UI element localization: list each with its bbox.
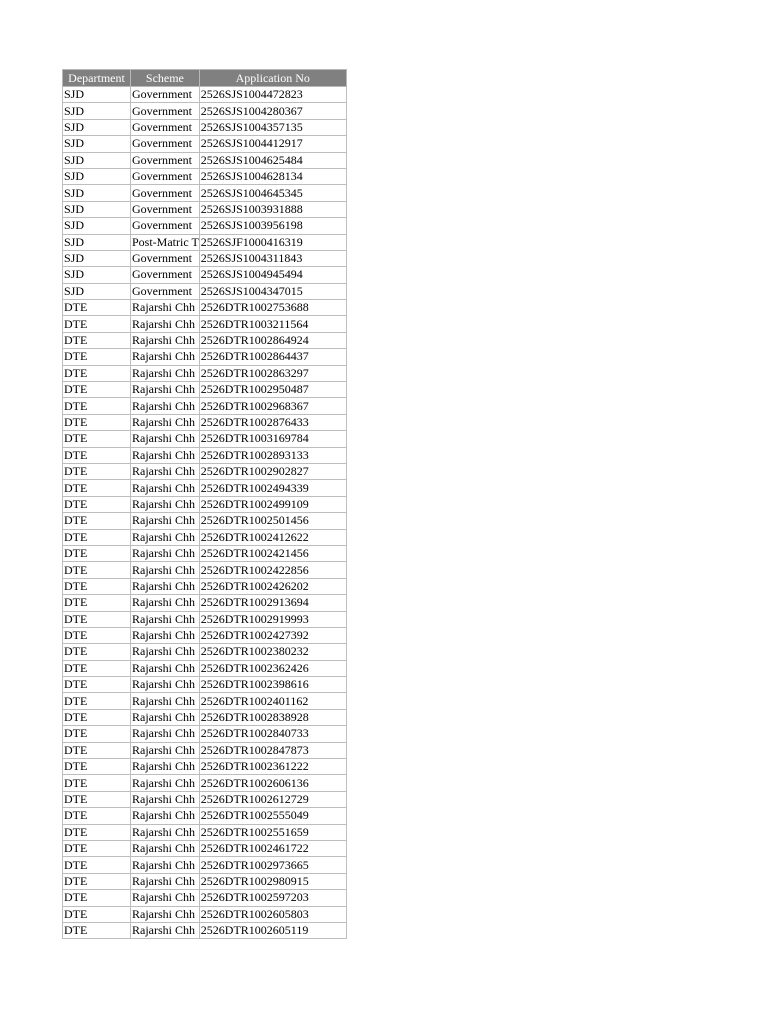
department-cell[interactable]: DTE [63,300,131,316]
application-no-cell[interactable]: 2526DTR1002840733 [199,726,346,742]
scheme-cell[interactable]: Rajarshi Chh [131,595,200,611]
table-row [63,726,347,742]
scheme-cell[interactable]: Rajarshi Chh [131,578,200,594]
scheme-cell[interactable]: Rajarshi Chh [131,414,200,430]
table-row [63,316,347,332]
application-no-cell[interactable]: 2526DTR1002876433 [199,414,346,430]
application-no-cell[interactable]: 2526DTR1002422856 [199,562,346,578]
scheme-cell[interactable]: Government [131,267,200,283]
scheme-cell[interactable]: Government [131,87,200,103]
application-no-cell[interactable]: 2526DTR1002555049 [199,808,346,824]
table-row [63,562,347,578]
department-cell[interactable]: DTE [63,824,131,840]
scheme-cell[interactable]: Rajarshi Chh [131,480,200,496]
table-row [63,87,347,103]
scheme-cell[interactable]: Rajarshi Chh [131,431,200,447]
department-cell[interactable]: DTE [63,677,131,693]
table-header [63,70,347,87]
department-cell[interactable]: DTE [63,365,131,381]
department-cell[interactable]: DTE [63,922,131,938]
scheme-cell[interactable]: Government [131,168,200,184]
application-no-cell[interactable]: 2526DTR1002499109 [199,496,346,512]
table-row [63,873,347,889]
application-no-cell[interactable]: 2526DTR1002902827 [199,463,346,479]
department-cell[interactable]: DTE [63,742,131,758]
application-no-cell[interactable]: 2526SJS1004357135 [199,119,346,135]
scheme-cell[interactable]: Rajarshi Chh [131,300,200,316]
scheme-cell[interactable]: Rajarshi Chh [131,365,200,381]
application-no-cell[interactable]: 2526DTR1002847873 [199,742,346,758]
department-cell[interactable]: DTE [63,529,131,545]
department-cell[interactable]: DTE [63,611,131,627]
scheme-cell[interactable]: Rajarshi Chh [131,627,200,643]
department-cell[interactable]: SJD [63,250,131,266]
application-no-cell[interactable]: 2526DTR1002605803 [199,906,346,922]
scheme-cell[interactable]: Government [131,103,200,119]
application-no-cell[interactable]: 2526SJS1003931888 [199,201,346,217]
application-no-cell[interactable]: 2526DTR1002401162 [199,693,346,709]
scheme-cell[interactable]: Rajarshi Chh [131,513,200,529]
application-no-cell[interactable]: 2526SJS1004311843 [199,250,346,266]
application-no-cell[interactable]: 2526DTR1003169784 [199,431,346,447]
table-row [63,267,347,283]
department-cell[interactable]: DTE [63,431,131,447]
department-cell[interactable]: SJD [63,87,131,103]
department-cell[interactable]: SJD [63,119,131,135]
application-no-cell[interactable]: 2526DTR1002551659 [199,824,346,840]
application-no-cell[interactable]: 2526DTR1003211564 [199,316,346,332]
table-row [63,480,347,496]
applications-table [62,69,347,939]
table-row [63,906,347,922]
table-row [63,365,347,381]
application-no-cell[interactable]: 2526DTR1002361222 [199,759,346,775]
department-cell[interactable]: DTE [63,808,131,824]
application-no-cell[interactable]: 2526DTR1002968367 [199,398,346,414]
table-row [63,775,347,791]
department-cell[interactable]: SJD [63,201,131,217]
table-row [63,300,347,316]
scheme-cell[interactable]: Rajarshi Chh [131,398,200,414]
scheme-cell[interactable]: Government [131,283,200,299]
application-no-cell[interactable]: 2526DTR1002380232 [199,644,346,660]
application-no-cell[interactable]: 2526DTR1002597203 [199,890,346,906]
table-row [63,529,347,545]
scheme-cell[interactable]: Rajarshi Chh [131,726,200,742]
header-application-no[interactable]: Application No [199,70,346,87]
department-cell[interactable]: DTE [63,578,131,594]
department-cell[interactable]: DTE [63,332,131,348]
scheme-cell[interactable]: Rajarshi Chh [131,873,200,889]
department-cell[interactable]: DTE [63,840,131,856]
table-row [63,578,347,594]
department-cell[interactable]: DTE [63,349,131,365]
application-no-cell[interactable]: 2526SJF1000416319 [199,234,346,250]
application-no-cell[interactable]: 2526DTR1002864924 [199,332,346,348]
table-row [63,496,347,512]
application-no-cell[interactable]: 2526DTR1002421456 [199,545,346,561]
department-cell[interactable]: SJD [63,168,131,184]
scheme-cell[interactable]: Rajarshi Chh [131,545,200,561]
application-no-cell[interactable]: 2526DTR1002427392 [199,627,346,643]
scheme-cell[interactable]: Rajarshi Chh [131,611,200,627]
application-no-cell[interactable]: 2526SJS1004472823 [199,87,346,103]
department-cell[interactable]: DTE [63,906,131,922]
table-row [63,103,347,119]
application-no-cell[interactable]: 2526DTR1002494339 [199,480,346,496]
table-row [63,660,347,676]
department-cell[interactable]: SJD [63,152,131,168]
department-cell[interactable]: DTE [63,890,131,906]
scheme-cell[interactable]: Rajarshi Chh [131,775,200,791]
application-no-cell[interactable]: 2526SJS1004412917 [199,136,346,152]
scheme-cell[interactable]: Rajarshi Chh [131,890,200,906]
scheme-cell[interactable]: Rajarshi Chh [131,693,200,709]
application-no-cell[interactable]: 2526DTR1002950487 [199,382,346,398]
table-body [63,87,347,939]
table-row [63,595,347,611]
department-cell[interactable]: SJD [63,283,131,299]
table-row [63,463,347,479]
spreadsheet-sheet [62,69,347,939]
department-cell[interactable]: DTE [63,463,131,479]
department-cell[interactable]: DTE [63,857,131,873]
table-row [63,234,347,250]
department-cell[interactable]: SJD [63,136,131,152]
table-row [63,824,347,840]
application-no-cell[interactable]: 2526DTR1002398616 [199,677,346,693]
scheme-cell[interactable]: Rajarshi Chh [131,808,200,824]
scheme-cell[interactable]: Government [131,250,200,266]
application-no-cell[interactable]: 2526DTR1002913694 [199,595,346,611]
department-cell[interactable]: SJD [63,267,131,283]
table-row [63,693,347,709]
department-cell[interactable]: DTE [63,447,131,463]
scheme-cell[interactable]: Rajarshi Chh [131,447,200,463]
application-no-cell[interactable]: 2526SJS1004280367 [199,103,346,119]
scheme-cell[interactable]: Government [131,218,200,234]
department-cell[interactable]: DTE [63,513,131,529]
table-row [63,152,347,168]
department-cell[interactable]: DTE [63,627,131,643]
application-no-cell[interactable]: 2526DTR1002606136 [199,775,346,791]
application-no-cell[interactable]: 2526DTR1002605119 [199,922,346,938]
department-cell[interactable]: DTE [63,414,131,430]
scheme-cell[interactable]: Rajarshi Chh [131,824,200,840]
table-row [63,136,347,152]
department-cell[interactable]: SJD [63,218,131,234]
table-row [63,611,347,627]
table-row [63,840,347,856]
table-row [63,627,347,643]
header-scheme[interactable]: Scheme [131,70,200,87]
application-no-cell[interactable]: 2526DTR1002864437 [199,349,346,365]
table-row [63,857,347,873]
department-cell[interactable]: DTE [63,398,131,414]
table-row [63,545,347,561]
application-no-cell[interactable]: 2526SJS1004945494 [199,267,346,283]
department-cell[interactable]: DTE [63,873,131,889]
table-row [63,201,347,217]
application-no-cell[interactable]: 2526SJS1004628134 [199,168,346,184]
scheme-cell[interactable]: Rajarshi Chh [131,759,200,775]
table-row [63,168,347,184]
table-row [63,185,347,201]
application-no-cell[interactable]: 2526DTR1002919993 [199,611,346,627]
scheme-cell[interactable]: Government [131,119,200,135]
department-cell[interactable]: DTE [63,660,131,676]
application-no-cell[interactable]: 2526DTR1002412622 [199,529,346,545]
scheme-cell[interactable]: Government [131,152,200,168]
table-row [63,922,347,938]
table-row [63,808,347,824]
department-cell[interactable]: DTE [63,316,131,332]
table-row [63,709,347,725]
scheme-cell[interactable]: Government [131,201,200,217]
header-row [63,70,347,87]
header-department[interactable]: Department [63,70,131,87]
scheme-cell[interactable]: Rajarshi Chh [131,660,200,676]
department-cell[interactable]: SJD [63,234,131,250]
scheme-cell[interactable]: Rajarshi Chh [131,791,200,807]
department-cell[interactable]: DTE [63,759,131,775]
scheme-cell[interactable]: Rajarshi Chh [131,332,200,348]
department-cell[interactable]: DTE [63,562,131,578]
department-cell[interactable]: DTE [63,709,131,725]
department-cell[interactable]: DTE [63,644,131,660]
application-no-cell[interactable]: 2526DTR1002501456 [199,513,346,529]
table-row [63,382,347,398]
scheme-cell[interactable]: Rajarshi Chh [131,382,200,398]
application-no-cell[interactable]: 2526DTR1002980915 [199,873,346,889]
department-cell[interactable]: DTE [63,595,131,611]
table-row [63,431,347,447]
department-cell[interactable]: DTE [63,480,131,496]
scheme-cell[interactable]: Rajarshi Chh [131,529,200,545]
table-row [63,414,347,430]
scheme-cell[interactable]: Government [131,185,200,201]
application-no-cell[interactable]: 2526DTR1002362426 [199,660,346,676]
scheme-cell[interactable]: Rajarshi Chh [131,644,200,660]
table-row [63,250,347,266]
table-row [63,644,347,660]
table-row [63,447,347,463]
table-row [63,742,347,758]
department-cell[interactable]: DTE [63,775,131,791]
department-cell[interactable]: SJD [63,185,131,201]
scheme-cell[interactable]: Rajarshi Chh [131,496,200,512]
department-cell[interactable]: DTE [63,791,131,807]
application-no-cell[interactable]: 2526SJS1003956198 [199,218,346,234]
department-cell[interactable]: DTE [63,693,131,709]
scheme-cell[interactable]: Rajarshi Chh [131,840,200,856]
scheme-cell[interactable]: Rajarshi Chh [131,677,200,693]
application-no-cell[interactable]: 2526DTR1002838928 [199,709,346,725]
application-no-cell[interactable]: 2526DTR1002426202 [199,578,346,594]
table-row [63,513,347,529]
application-no-cell[interactable]: 2526SJS1004625484 [199,152,346,168]
application-no-cell[interactable]: 2526DTR1002893133 [199,447,346,463]
scheme-cell[interactable]: Rajarshi Chh [131,316,200,332]
department-cell[interactable]: DTE [63,496,131,512]
scheme-cell[interactable]: Rajarshi Chh [131,742,200,758]
table-row [63,332,347,348]
application-no-cell[interactable]: 2526DTR1002973665 [199,857,346,873]
application-no-cell[interactable]: 2526DTR1002612729 [199,791,346,807]
scheme-cell[interactable]: Rajarshi Chh [131,562,200,578]
scheme-cell[interactable]: Rajarshi Chh [131,349,200,365]
application-no-cell[interactable]: 2526SJS1004347015 [199,283,346,299]
department-cell[interactable]: DTE [63,726,131,742]
application-no-cell[interactable]: 2526DTR1002863297 [199,365,346,381]
application-no-cell[interactable]: 2526SJS1004645345 [199,185,346,201]
scheme-cell[interactable]: Rajarshi Chh [131,463,200,479]
department-cell[interactable]: DTE [63,382,131,398]
scheme-cell[interactable]: Government [131,136,200,152]
table-row [63,677,347,693]
table-row [63,218,347,234]
table-row [63,791,347,807]
table-row [63,890,347,906]
application-no-cell[interactable]: 2526DTR1002461722 [199,840,346,856]
table-row [63,283,347,299]
table-row [63,759,347,775]
department-cell[interactable]: SJD [63,103,131,119]
scheme-cell[interactable]: Rajarshi Chh [131,857,200,873]
application-no-cell[interactable]: 2526DTR1002753688 [199,300,346,316]
scheme-cell[interactable]: Rajarshi Chh [131,906,200,922]
table-row [63,398,347,414]
scheme-cell[interactable]: Post-Matric T [132,234,199,249]
scheme-cell[interactable]: Rajarshi Chh [131,922,200,938]
table-row [63,349,347,365]
scheme-cell[interactable]: Rajarshi Chh [131,709,200,725]
department-cell[interactable]: DTE [63,545,131,561]
table-row [63,119,347,135]
